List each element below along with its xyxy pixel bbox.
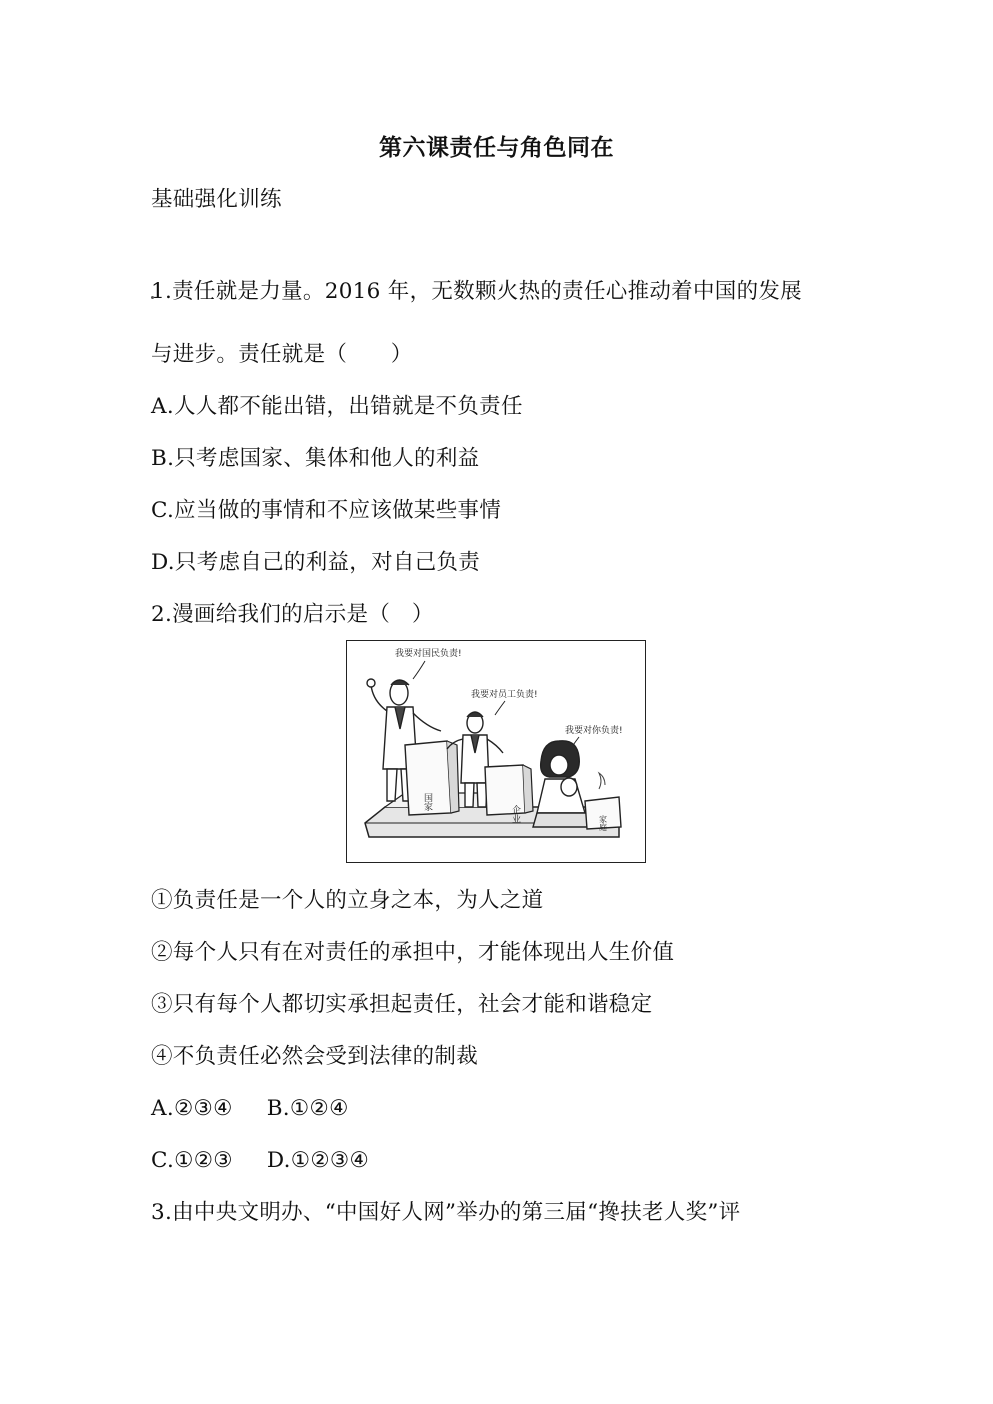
responsibility-cartoon [346, 640, 646, 863]
question-2-options-ab [151, 1094, 349, 1124]
question-2-option-b: B.①②④ [266, 1096, 349, 1121]
question-2-statement-2: ②每个人只有在对责任的承担中，才能体现出人生价值 [151, 940, 675, 965]
nation-label: 国家 [422, 793, 432, 811]
bubble-nation-text: 我要对国民负责! [395, 649, 462, 659]
page-title: 第六课责任与角色同在 [379, 134, 614, 161]
question-2-statement-3: ③只有每个人都切实承担起责任，社会才能和谐稳定 [151, 992, 653, 1017]
family-label: 家庭 [598, 815, 608, 831]
question-1-option-b: B.只考虑国家、集体和他人的利益 [151, 446, 480, 471]
question-1-stem-line-2: 与进步。责任就是（ ） [151, 342, 413, 367]
question-2-option-d: D.①②③④ [266, 1148, 370, 1173]
question-1-option-a: A.人人都不能出错，出错就是不负责任 [151, 394, 523, 419]
question-2-statement-1: ①负责任是一个人的立身之本，为人之道 [151, 888, 544, 913]
company-label: 企业 [510, 805, 520, 823]
nation-podium [405, 741, 459, 815]
question-2-stem: 2.漫画给我们的启示是（ ） [151, 602, 434, 627]
question-1-option-c: C.应当做的事情和不应该做某些事情 [151, 498, 502, 523]
section-heading: 基础强化训练 [151, 187, 282, 212]
family-podium [585, 773, 621, 832]
question-2-option-c: C.①②③ [151, 1148, 233, 1173]
question-3-stem-line-1: 3.由中央文明办、“中国好人网”举办的第三届“搀扶老人奖”评 [151, 1200, 741, 1225]
question-1-stem-line-1: 1.责任就是力量。2016 年，无数颗火热的责任心推动着中国的发展 [151, 279, 802, 304]
question-1-option-d: D.只考虑自己的利益，对自己负责 [151, 550, 481, 575]
bubble-family-text: 我要对你负责! [565, 726, 623, 736]
question-2-options-cd [151, 1146, 369, 1176]
question-2-option-a: A.②③④ [151, 1096, 233, 1121]
bubble-company-text: 我要对员工负责! [471, 690, 538, 700]
question-2-statement-4: ④不负责任必然会受到法律的制裁 [151, 1044, 479, 1069]
